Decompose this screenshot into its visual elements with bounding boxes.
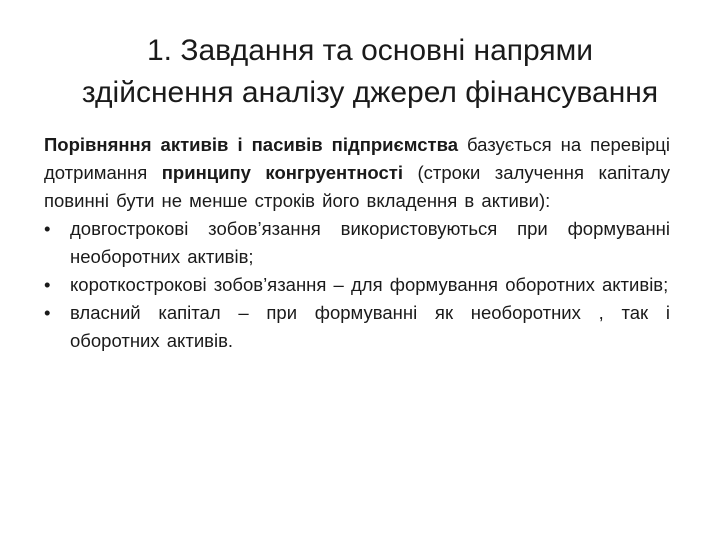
intro-text-1: базується на перевірці дотримання xyxy=(44,134,670,183)
bullet-item xyxy=(44,215,670,271)
intro-bold-term-2: принципу конгруентності xyxy=(161,162,403,183)
slide-title-line-1: 1. Завдання та основні напрями xyxy=(146,34,593,67)
bullet-item xyxy=(44,299,670,355)
intro-text-2: (строки залучення капіталу повинні бути не менше строків його вкладення в активи): xyxy=(44,162,670,211)
slide-title-line-2: здійснення аналізу джерел фінансування xyxy=(81,76,659,109)
intro-bold-term-1: Порівняння активів і пасивів підприємства xyxy=(44,134,458,155)
bullet-icon: • xyxy=(44,302,51,323)
bullet-list xyxy=(44,215,670,355)
bullet-text: короткострокові зобов’язання – для формування оборотних активів; xyxy=(70,274,669,295)
bullet-text: довгострокові зобов’язання використовуються при формуванні необоротних активів; xyxy=(70,218,670,267)
slide-title xyxy=(30,30,710,114)
bullet-icon: • xyxy=(44,274,51,295)
bullet-text: власний капітал – при формуванні як необоротних , так і оборотних активів. xyxy=(70,302,670,351)
slide-body xyxy=(44,131,670,355)
bullet-item xyxy=(44,271,670,299)
bullet-icon: • xyxy=(44,218,51,239)
intro-paragraph xyxy=(44,131,670,215)
